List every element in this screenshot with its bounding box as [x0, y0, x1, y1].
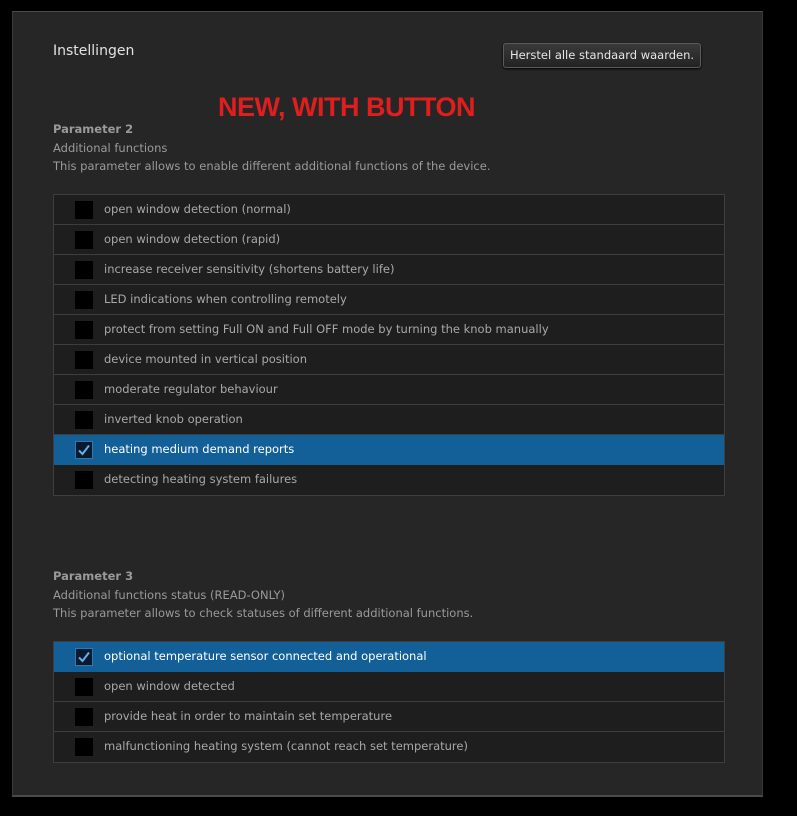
option-label: LED indications when controlling remotely — [104, 292, 347, 306]
checkbox-checked[interactable] — [75, 441, 93, 459]
param3-option-list — [53, 641, 725, 763]
option-row[interactable] — [54, 345, 724, 375]
checkbox[interactable] — [75, 381, 93, 399]
param2-option-list — [53, 194, 725, 496]
option-label: protect from setting Full ON and Full OFF mode by turning the knob manually — [104, 322, 549, 336]
checkbox[interactable] — [75, 708, 93, 726]
checkbox[interactable] — [75, 678, 93, 696]
option-row[interactable] — [54, 315, 724, 345]
checkbox[interactable] — [75, 201, 93, 219]
checkbox[interactable] — [75, 231, 93, 249]
option-label: increase receiver sensitivity (shortens battery life) — [104, 262, 395, 276]
option-label: open window detection (normal) — [104, 202, 291, 216]
param3-description: This parameter allows to check statuses of different additional functions. — [53, 606, 474, 620]
option-row[interactable] — [54, 465, 724, 495]
option-row[interactable] — [54, 225, 724, 255]
checkbox[interactable] — [75, 738, 93, 756]
option-label: open window detected — [104, 679, 235, 693]
checkbox[interactable] — [75, 471, 93, 489]
option-row[interactable] — [54, 255, 724, 285]
option-row[interactable] — [54, 435, 724, 465]
option-row[interactable] — [54, 642, 724, 672]
option-label: device mounted in vertical position — [104, 352, 308, 366]
settings-panel — [12, 11, 763, 536]
param2-description: This parameter allows to enable different additional functions of the device. — [53, 159, 491, 173]
param3-name: Parameter 3 — [53, 569, 134, 583]
reset-defaults-button[interactable]: Herstel alle standaard waarden. — [503, 43, 701, 68]
settings-title: Instellingen — [53, 43, 135, 59]
option-row[interactable] — [54, 672, 724, 702]
option-row[interactable] — [54, 285, 724, 315]
option-label: inverted knob operation — [104, 412, 243, 426]
param3-panel — [12, 526, 763, 797]
option-label: moderate regulator behaviour — [104, 382, 278, 396]
option-label: detecting heating system failures — [104, 472, 298, 486]
option-row[interactable] — [54, 375, 724, 405]
option-row[interactable] — [54, 405, 724, 435]
checkbox[interactable] — [75, 261, 93, 279]
checkbox[interactable] — [75, 291, 93, 309]
option-label: provide heat in order to maintain set temperature — [104, 709, 393, 723]
checkbox[interactable] — [75, 321, 93, 339]
option-label: open window detection (rapid) — [104, 232, 281, 246]
option-label: optional temperature sensor connected and operational — [104, 649, 427, 663]
option-row[interactable] — [54, 702, 724, 732]
param2-name: Parameter 2 — [53, 122, 134, 136]
option-label: heating medium demand reports — [104, 442, 295, 456]
param2-subtitle: Additional functions — [53, 141, 168, 155]
checkbox[interactable] — [75, 411, 93, 429]
checkmark-icon — [77, 650, 91, 664]
option-row[interactable] — [54, 732, 724, 762]
option-row[interactable] — [54, 195, 724, 225]
checkmark-icon — [77, 443, 91, 457]
checkbox-checked[interactable] — [75, 648, 93, 666]
annotation-overlay-text: NEW, WITH BUTTON — [218, 92, 475, 122]
checkbox[interactable] — [75, 351, 93, 369]
option-label: malfunctioning heating system (cannot reach set temperature) — [104, 739, 468, 753]
param3-subtitle: Additional functions status (READ-ONLY) — [53, 588, 285, 602]
